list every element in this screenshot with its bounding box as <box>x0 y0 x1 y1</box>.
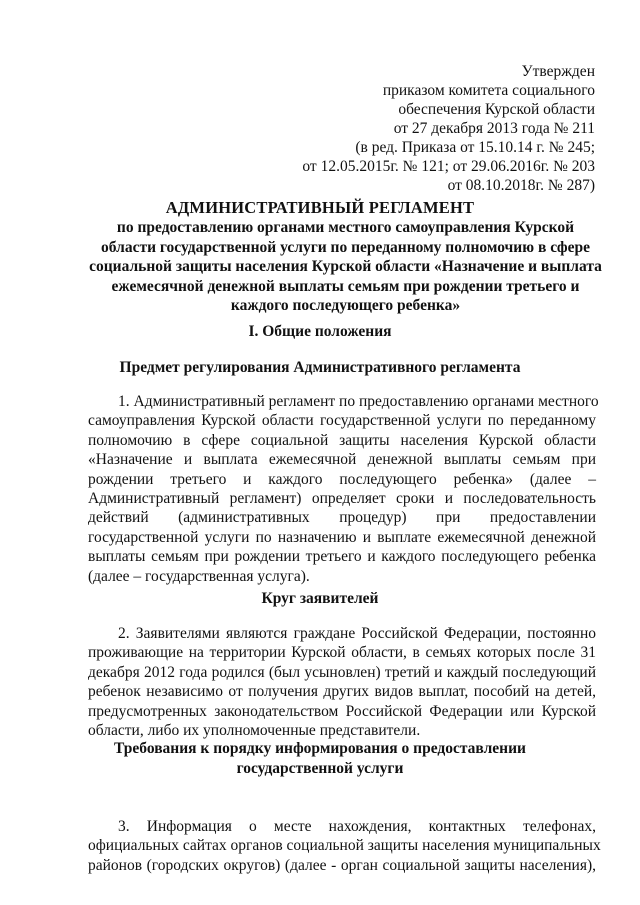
section-heading: I. Общие положения <box>248 323 392 340</box>
paragraph-line: государственной услуги по назначению и выплате ежемесячной денежной <box>88 528 596 546</box>
paragraph-line: самоуправления Курской области государственной услуги по переданному <box>88 412 596 430</box>
subsection-heading <box>0 739 640 779</box>
paragraph-line: проживающие на территории Курской области, в семьях которых после 31 <box>88 644 596 662</box>
paragraph-2 <box>88 624 596 740</box>
paragraph-line: 1. Административный регламент по предоставлению органами местного <box>118 393 599 410</box>
approval-line: приказом комитета социального <box>382 82 595 99</box>
paragraph-line: предусмотренных законодательством Российской Федерации или Курской <box>88 702 596 720</box>
paragraph-line: ребенок независимо от получения других видов выплат, пособий на детей, <box>88 683 596 701</box>
paragraph-line: области, либо их уполномоченные представители. <box>88 722 421 740</box>
paragraph-line: 3. Информация о месте нахождения, контактных телефонах, <box>118 818 596 835</box>
approval-line: Утвержден <box>521 63 595 80</box>
paragraph-line: Административный регламент) определяет сроки и последовательность <box>88 490 596 508</box>
paragraph-line: 2. Заявителями являются граждане Российской Федерации, постоянно <box>118 625 596 642</box>
approval-line: от 12.05.2015г. № 121; от 29.06.2016г. № 203 <box>302 158 595 175</box>
document-subtitle <box>88 218 603 316</box>
paragraph-line: рождении третьего и каждого последующего ребенка» (далее – <box>88 470 596 488</box>
subtitle-line: по предоставлению органами местного самоуправления Курской <box>116 219 575 236</box>
subtitle-line: каждого последующего ребенка» <box>230 297 461 314</box>
approval-line: обеспечения Курской области <box>398 101 595 118</box>
paragraph-line: декабря 2012 года родился (был усыновлен) третий и каждый последующий <box>88 663 596 681</box>
subtitle-line: области государственной услуги по переданному полномочию в сфере <box>101 238 590 256</box>
paragraph-3 <box>88 817 601 875</box>
paragraph-line: (далее – государственная услуга). <box>88 567 310 585</box>
heading-line: Требования к порядку информирования о предоставлении <box>114 740 526 757</box>
subtitle-line: ежемесячной денежной выплаты семьям при рождении третьего и <box>111 277 580 295</box>
document-title: АДМИНИСТРАТИВНЫЙ РЕГЛАМЕНТ <box>165 198 475 217</box>
subtitle-line: социальной защиты населения Курской области «Назначение и выплата <box>89 258 602 275</box>
paragraph-line: действий (административных процедур) при предоставлении <box>88 509 596 527</box>
approval-line: от 27 декабря 2013 года № 211 <box>393 120 595 137</box>
paragraph-line: официальных сайтах органов социальной защиты населения муниципальных <box>88 837 601 855</box>
approval-stamp <box>260 62 595 195</box>
approval-line: от 08.10.2018г. № 287) <box>447 177 595 194</box>
approval-line: (в ред. Приказа от 15.10.14 г. № 245; <box>355 139 595 156</box>
paragraph-line: районов (городских округов) (далее - орган социальной защиты населения), <box>88 856 596 874</box>
subsection-heading: Круг заявителей <box>261 590 379 607</box>
heading-line: государственной услуги <box>236 760 404 777</box>
paragraph-line: выплаты семьям при рождении третьего и каждого последующего ребенка <box>88 548 596 566</box>
subsection-heading: Предмет регулирования Административного регламента <box>119 359 521 376</box>
paragraph-1 <box>88 392 599 586</box>
paragraph-line: полномочию в сфере социальной защиты населения Курской области <box>88 431 596 449</box>
paragraph-line: «Назначение и выплата ежемесячной денежной выплаты семьям при <box>88 451 596 469</box>
